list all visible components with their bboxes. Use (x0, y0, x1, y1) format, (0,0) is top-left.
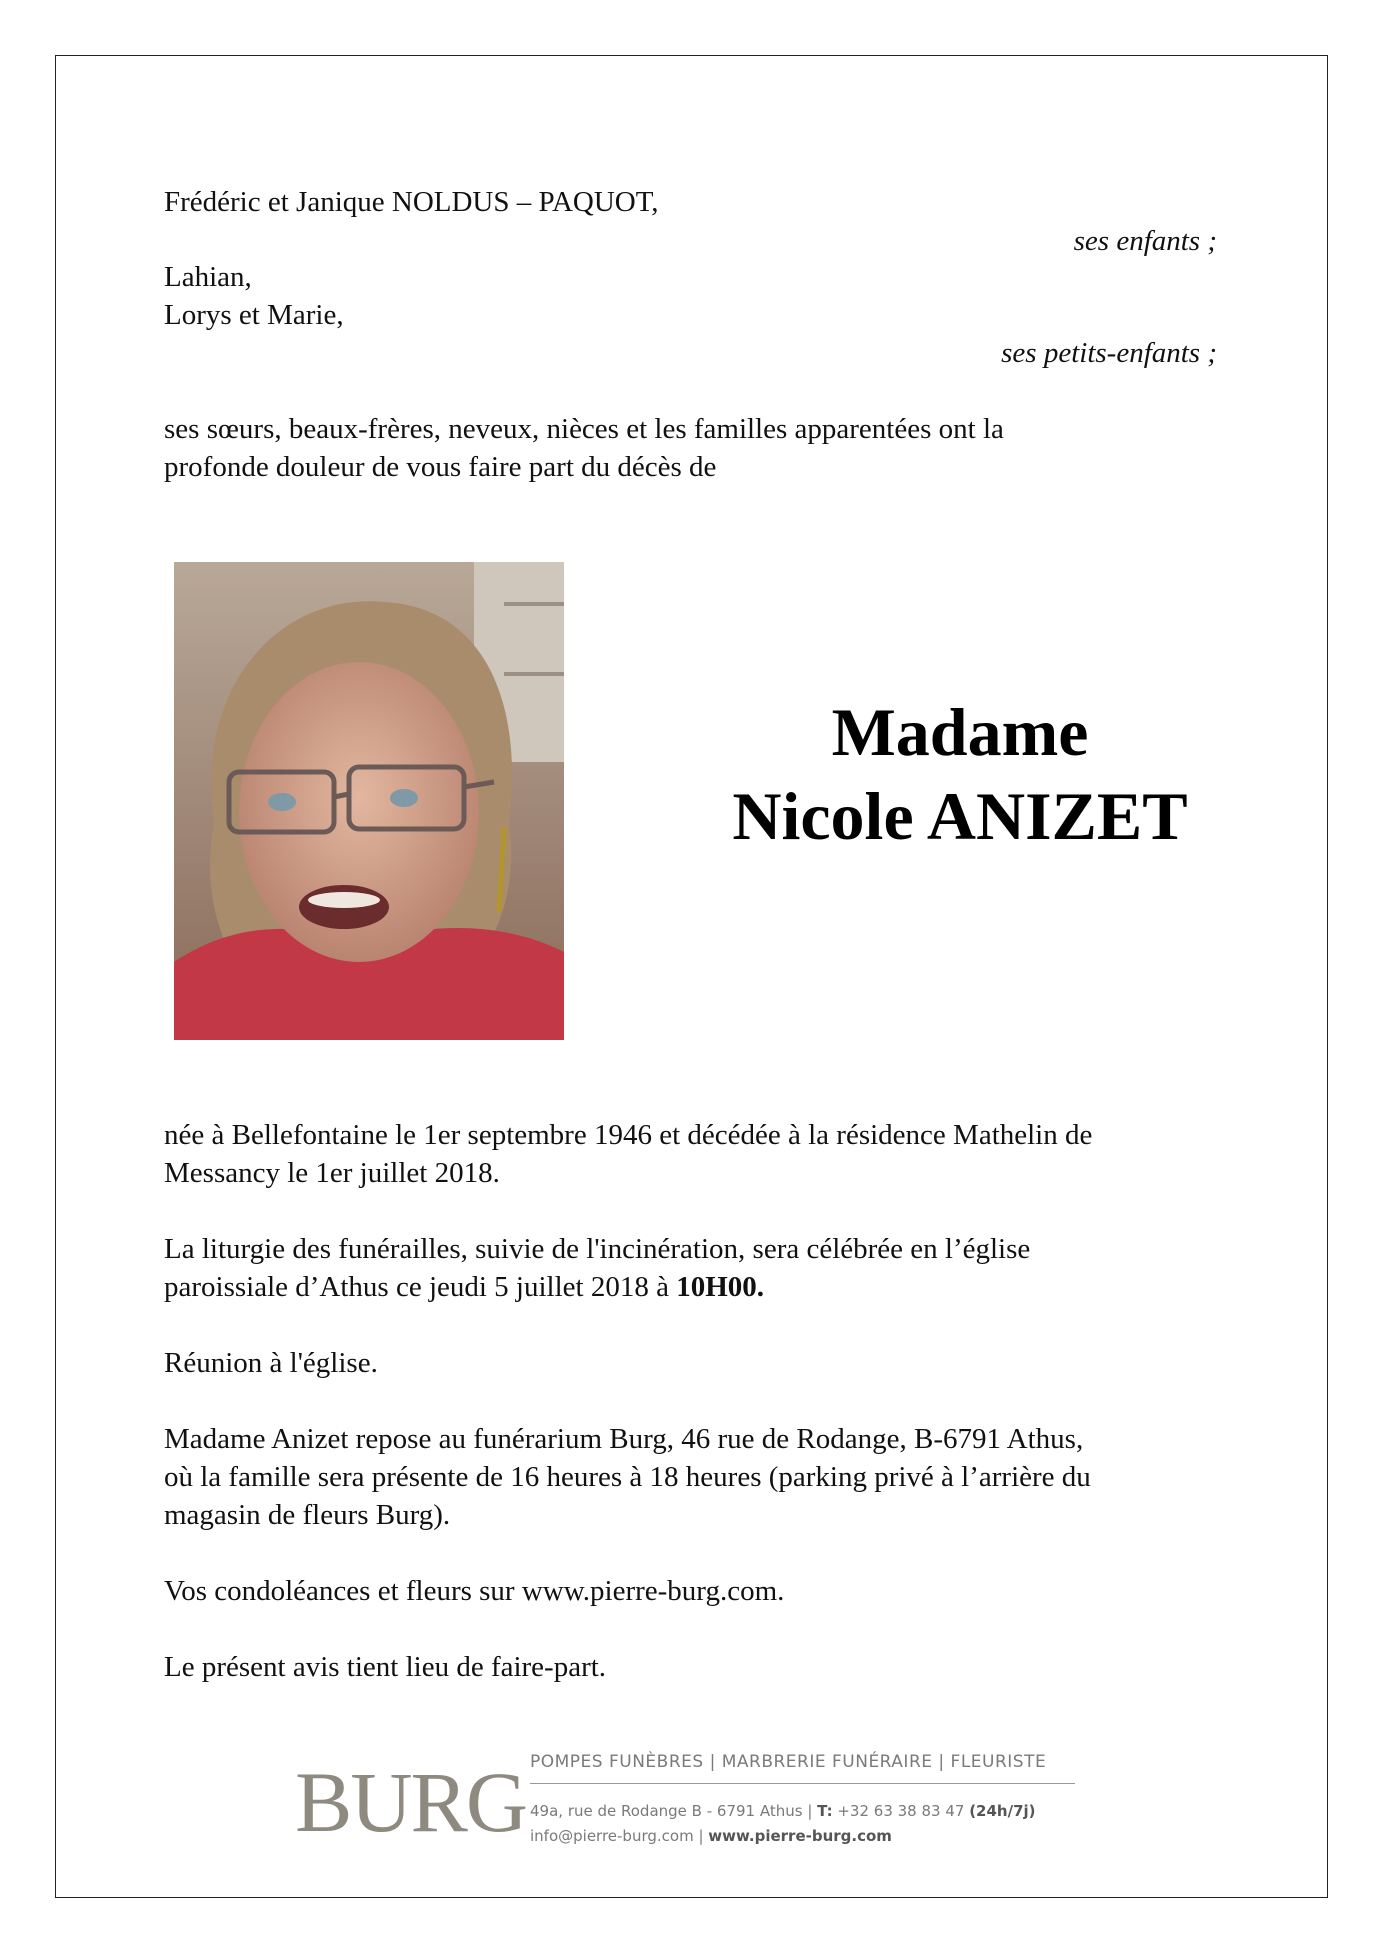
deceased-name-block (650, 690, 1270, 858)
children-label: ses enfants ; (1073, 225, 1217, 257)
services-line: POMPES FUNÈBRES | MARBRERIE FUNÉRAIRE | FLEURISTE (530, 1752, 1047, 1772)
rest-line: Madame Anizet repose au funérarium Burg, 46 rue de Rodange, B-6791 Athus, (164, 1423, 1084, 1455)
portrait-photo (174, 562, 564, 1040)
web-line (530, 1827, 892, 1845)
liturgy-text: paroissiale d’Athus ce jeudi 5 juillet 2018 à (164, 1271, 677, 1303)
liturgy-line (164, 1268, 764, 1306)
announcement-line: ses sœurs, beaux-frères, neveux, nièces et les familles apparentées ont la (164, 413, 1004, 445)
rest-line: où la famille sera présente de 16 heures à 18 heures (parking privé à l’arrière du (164, 1461, 1091, 1493)
birth-death-line: née à Bellefontaine le 1er septembre 1946 et décédée à la résidence Mathelin de (164, 1119, 1093, 1151)
announcement-line: profonde douleur de vous faire part du décès de (164, 451, 717, 483)
grandchild-name: Lahian, (164, 261, 252, 293)
logo-text: BURG (295, 1754, 526, 1850)
contact-line (530, 1802, 1036, 1820)
footer-divider (530, 1783, 1075, 1784)
deceased-name: Nicole ANIZET (732, 778, 1188, 854)
grandchildren-names: Lorys et Marie, (164, 299, 344, 331)
birth-death-line: Messancy le 1er juillet 2018. (164, 1157, 500, 1189)
address-text: 49a, rue de Rodange B - 6791 Athus | (530, 1802, 818, 1820)
phone-hours: (24h/7j) (969, 1802, 1036, 1820)
children-names: Frédéric et Janique NOLDUS – PAQUOT, (164, 186, 659, 218)
website-link[interactable]: www.pierre-burg.com (708, 1827, 892, 1845)
liturgy-time: 10H00. (676, 1271, 765, 1303)
rest-line: magasin de fleurs Burg). (164, 1499, 451, 1531)
condolences-text: Vos condoléances et fleurs sur www.pierre-burg.com. (164, 1575, 785, 1607)
email-link[interactable]: info@pierre-burg.com | (530, 1827, 709, 1845)
grandchildren-label: ses petits-enfants ; (1001, 337, 1217, 369)
phone-number: +32 63 38 83 47 (832, 1802, 970, 1820)
notice-text: Le présent avis tient lieu de faire-part. (164, 1651, 607, 1683)
reunion-text: Réunion à l'église. (164, 1347, 378, 1379)
deceased-title: Madame (831, 694, 1089, 770)
liturgy-line: La liturgie des funérailles, suivie de l'incinération, sera célébrée en l’église (164, 1233, 1031, 1265)
burg-logo (295, 1752, 526, 1852)
phone-label: T: (817, 1802, 833, 1820)
